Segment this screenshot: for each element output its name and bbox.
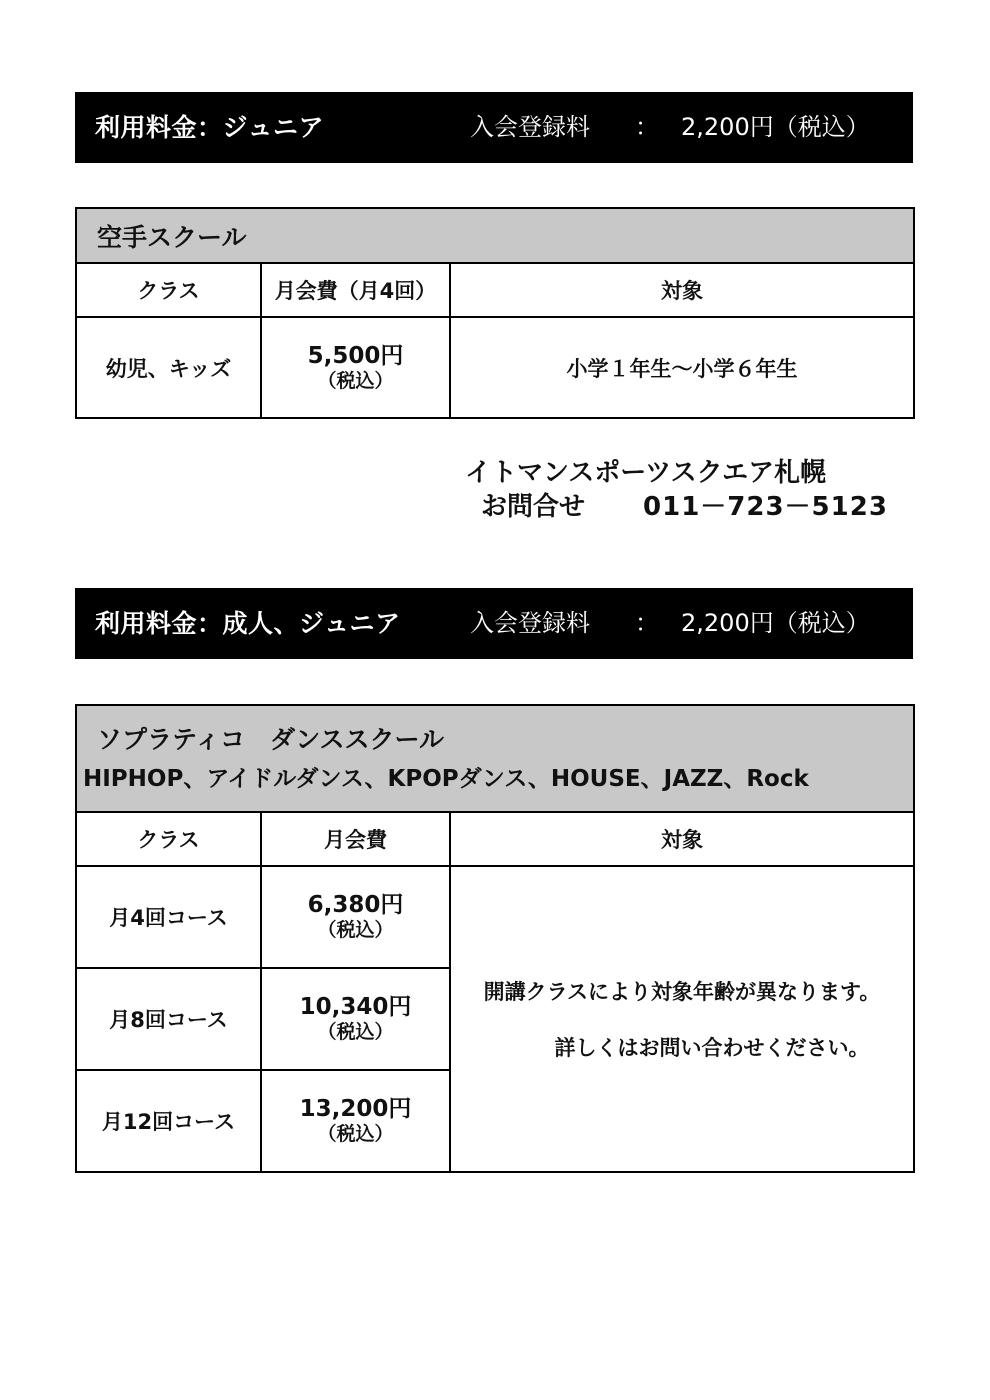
tax-note: （税込） <box>317 369 394 392</box>
banner-title: 利用料金：成人、ジュニア <box>95 609 401 638</box>
table-row <box>76 866 914 968</box>
dance-school-header <box>76 705 914 812</box>
header-monthly-fee: 月会費 <box>261 812 450 866</box>
target-note-1: 開講クラスにより対象年齢が異なります。 <box>483 980 881 1004</box>
price-value: 6,380円 <box>307 892 404 918</box>
registration-fee-label: 入会登録料 <box>470 113 590 141</box>
header-class: クラス <box>76 812 261 866</box>
tax-note: （税込） <box>317 1021 394 1043</box>
contact-info <box>465 456 888 524</box>
tax-note: （税込） <box>317 1123 394 1145</box>
contact-label: お問合せ <box>481 492 586 522</box>
price-cell <box>261 1070 450 1172</box>
phone-number: 011－723－5123 <box>643 492 888 522</box>
dance-fee-table <box>75 704 915 1173</box>
registration-fee-colon: ： <box>635 609 659 637</box>
facility-name: イトマンスポーツスクエア札幌 <box>465 458 827 488</box>
price-value: 5,500円 <box>307 342 404 369</box>
karate-school-name: 空手スクール <box>76 208 914 263</box>
dance-genres: HIPHOP、アイドルダンス、KPOPダンス、HOUSE、JAZZ、Rock <box>83 765 809 792</box>
target-note-2: 詳しくはお問い合わせください。 <box>554 1036 870 1060</box>
registration-fee-label: 入会登録料 <box>470 609 590 637</box>
registration-fee-colon: ： <box>635 113 659 141</box>
karate-fee-table <box>75 207 915 419</box>
class-name: 月12回コース <box>76 1070 261 1172</box>
price-cell <box>261 968 450 1070</box>
target-cell: 小学１年生〜小学６年生 <box>450 317 914 418</box>
banner-title: 利用料金：ジュニア <box>95 113 325 142</box>
price-cell <box>261 317 450 418</box>
price-cell <box>261 866 450 968</box>
tax-note: （税込） <box>317 919 394 941</box>
dance-school-name: ソプラティコ ダンススクール <box>97 724 445 754</box>
junior-fee-banner <box>75 92 913 163</box>
registration-fee-value: 2,200円（税込） <box>681 609 870 637</box>
class-name: 幼児、キッズ <box>76 317 261 418</box>
class-name: 月8回コース <box>76 968 261 1070</box>
header-class: クラス <box>76 263 261 317</box>
header-target: 対象 <box>450 812 914 866</box>
registration-fee-value: 2,200円（税込） <box>681 113 870 141</box>
price-value: 13,200円 <box>299 1096 412 1122</box>
adult-junior-fee-banner <box>75 588 913 659</box>
header-target: 対象 <box>450 263 914 317</box>
class-name: 月4回コース <box>76 866 261 968</box>
table-row <box>76 317 914 418</box>
header-monthly-fee: 月会費（月4回） <box>261 263 450 317</box>
price-value: 10,340円 <box>299 994 412 1020</box>
target-note-cell <box>450 866 914 1172</box>
contact-line <box>465 490 888 524</box>
